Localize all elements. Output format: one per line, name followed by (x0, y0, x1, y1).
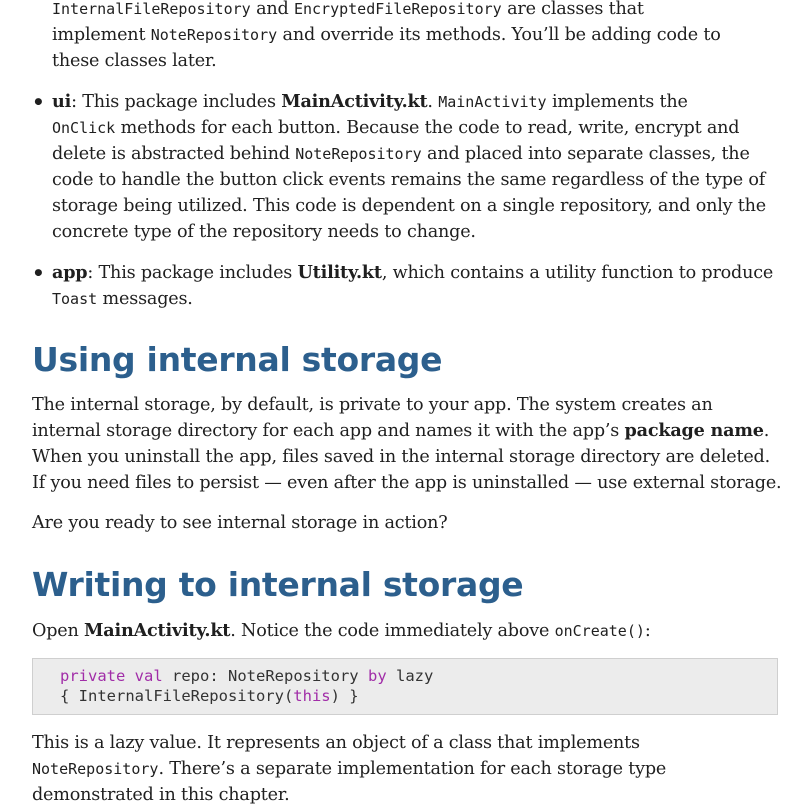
section1-question: Are you ready to see internal storage in action? (32, 513, 448, 533)
inline-code: NoteRepository (295, 145, 422, 163)
bullet-app-line-2 (52, 286, 782, 312)
text-run: . (427, 92, 439, 112)
bullet-app-line-1 (52, 260, 782, 286)
code-text: { InternalFileRepository( (60, 687, 294, 705)
text-run: implements the (546, 92, 688, 112)
text-run: . There’s a separate implementation for each storage type (158, 759, 667, 779)
inline-code: EncryptedFileRepository (293, 0, 502, 18)
bullet-icon: • (32, 261, 45, 285)
intro-line-2 (52, 22, 782, 48)
text-run: . (763, 421, 770, 441)
code-text: lazy (386, 667, 434, 685)
bullet-ui-line-2 (52, 115, 782, 141)
text-run: . Notice the code immediately above (230, 621, 555, 641)
text-run: implement (52, 25, 151, 45)
code-text (125, 667, 134, 685)
code-keyword: val (134, 667, 163, 685)
text-run: : This package includes (71, 92, 282, 112)
inline-code: Toast (52, 290, 98, 308)
inline-code: NoteRepository (32, 760, 159, 778)
text-run: methods for each button. Because the code to read, write, encrypt and (115, 118, 740, 138)
bullet-icon: • (32, 90, 45, 114)
bullet-ui-line-5: storage being utilized. This code is dependent on a single repository, and only the (52, 196, 767, 216)
bold-filename: MainActivity.kt (281, 91, 428, 112)
text-run: messages. (97, 289, 193, 309)
after-code-line-2 (32, 756, 782, 782)
section1-line-1: The internal storage, by default, is private to your app. The system creates an (32, 395, 713, 415)
section1-line-4: If you need files to persist — even after the app is uninstalled — use external storage. (32, 473, 782, 493)
text-run: are classes that (501, 0, 644, 19)
text-run: and override its methods. You’ll be adding code to (277, 25, 721, 45)
inline-code: onCreate() (554, 622, 645, 640)
text-run: and placed into separate classes, the (421, 144, 750, 164)
code-keyword: by (367, 667, 387, 685)
code-keyword: this (293, 687, 331, 705)
inline-code: NoteRepository (150, 26, 278, 44)
text-run: : This package includes (87, 263, 298, 283)
intro-line-1 (52, 0, 782, 22)
code-text: repo: NoteRepository (162, 667, 368, 685)
after-code-line-1: This is a lazy value. It represents an object of a class that implements (32, 733, 640, 753)
text-run: : (644, 621, 651, 641)
bullet-term: app (52, 262, 88, 283)
section-heading-using-internal-storage: Using internal storage (32, 340, 443, 379)
bold-term: package name (624, 420, 764, 441)
bullet-ui-line-4: code to handle the button click events remains the same regardless of the type of (52, 170, 766, 190)
bullet-term: ui (52, 91, 72, 112)
section1-line-3: When you uninstall the app, files saved in the internal storage directory are deleted. (32, 447, 771, 467)
bullet-ui-text (52, 89, 782, 245)
text-run: internal storage directory for each app and names it with the app’s (32, 421, 625, 441)
intro-paragraph (52, 0, 782, 74)
bullet-ui-line-1 (52, 89, 782, 115)
inline-code: OnClick (52, 119, 116, 137)
open-instruction (32, 618, 782, 644)
code-line-1 (60, 666, 433, 686)
section1-line-2 (32, 418, 782, 444)
text-run: delete is abstracted behind (52, 144, 296, 164)
inline-code: MainActivity (438, 93, 547, 111)
code-keyword: private (60, 667, 126, 685)
section1-paragraph (32, 392, 782, 496)
bullet-ui-line-3 (52, 141, 782, 167)
code-text: ) } (330, 687, 359, 705)
bullet-app-text (52, 260, 782, 312)
inline-code: InternalFileRepository (52, 0, 251, 18)
section-heading-writing-to-internal-storage: Writing to internal storage (32, 565, 524, 604)
intro-line-3: these classes later. (52, 51, 217, 71)
bullet-ui-line-6: concrete type of the repository needs to change. (52, 222, 476, 242)
after-code-line-3: demonstrated in this chapter. (32, 785, 290, 805)
code-line-2 (60, 686, 359, 706)
bold-filename: Utility.kt (297, 262, 382, 283)
bold-filename: MainActivity.kt (84, 620, 231, 641)
text-run: and (250, 0, 294, 19)
text-run: Open (32, 621, 85, 641)
text-run: , which contains a utility function to produce (381, 263, 774, 283)
after-code-paragraph (32, 730, 782, 808)
code-block (32, 658, 778, 715)
